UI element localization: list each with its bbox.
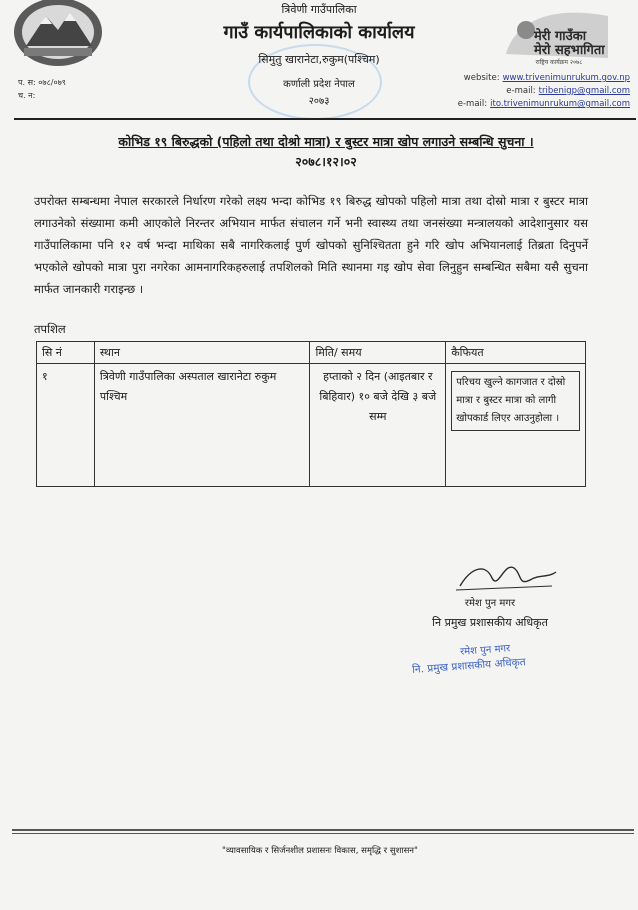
signatory-title: नि प्रमुख प्रशासकीय अधिकृत: [432, 616, 548, 629]
notice-date: २०७८।१२।०२: [295, 154, 357, 169]
signatory-name: रमेश पुन मगर: [464, 598, 516, 609]
website-link[interactable]: www.trivenimunrukum.gov.np: [502, 73, 630, 83]
footer-divider-thin: [12, 833, 634, 834]
reference-numbers: [18, 76, 66, 102]
notice-body: उपरोक्त सम्बन्धमा नेपाल सरकारले निर्धारण गरेको लक्ष्य भन्दा कोभिड १९ बिरुद्ध खोपको पहिलो मात्रा तथा दोस्रो मात्रा र बुस्टर मात्रा लगाउनेको संख्यामा कमी आएकोले निरन्तर अभियान मार्फत संचालन गर्ने भनी स्वास्थ्य तथा जनसंख्या मन्त्रालयको आदेशानुसार यस गाउँपालिकामा पनि १२ वर्ष भन्दा माथिका सबै नागरिकलाई पुर्ण खोपको सुनिश्चितता हुने गरि खोप अभियानलाई तिब्रता दिनुपर्ने भएकोले खोपको मात्रा पुरा नगरेका आमनागरिकहरुलाई तपशिलको मिति स्थानमा गइ खोप सेवा लिनुहुन सम्बन्धित सबैमा यसै सुचना मार्फत जानकारी गराइन्छ ।: [34, 194, 588, 296]
logo-caption: राष्ट्रिय कार्यक्रम २०७८: [535, 59, 583, 66]
email-link-2[interactable]: ito.trivenimunrukum@gmail.com: [490, 99, 630, 109]
tapsil-label: तपशिल: [34, 322, 66, 336]
table-header-row: [37, 342, 586, 364]
footer-divider: [12, 829, 634, 831]
contact-website: [380, 72, 630, 85]
contact-label: e-mail:: [506, 86, 536, 96]
contact-email-1: [380, 85, 630, 98]
ref-chalani-number: च. न:: [18, 91, 36, 100]
establishment-year: २०७३: [308, 96, 330, 107]
contact-email-2: [380, 98, 630, 111]
contact-label: website:: [463, 73, 500, 83]
footer-motto: "व्यावसायिक र सिर्जनशील प्रशासनः विकास, समृद्धि र सुशासन": [222, 846, 418, 856]
stamp-signatory-name: रमेश पुन मगर: [459, 643, 511, 658]
logo-line-2: मेरो सहभागिता: [534, 43, 605, 58]
stamp-signatory-title: नि. प्रमुख प्रशासकीय अधिकृत: [411, 656, 527, 676]
cell-place: त्रिवेणी गाउँपालिका अस्पताल खारानेटा रुकुम पश्चिम: [94, 364, 310, 487]
signature-mark-icon: [452, 556, 562, 598]
header-sn: सि नं: [37, 342, 95, 364]
municipality-emblem-icon: [6, 0, 110, 70]
logo-line-1: मेरी गाउँका: [534, 29, 587, 44]
office-address: सिमुतु खारानेटा,रुकुम(पश्चिम): [258, 53, 380, 66]
province-name: कर्णाली प्रदेश नेपाल: [283, 79, 355, 90]
remark-note: परिचय खुल्ने कागजात र दोस्रो मात्रा र बुस्टर मात्रा को लागी खोपकार्ड लिएर आउनुहोला ।: [451, 371, 580, 431]
header-divider: [14, 118, 636, 120]
municipality-name: त्रिवेणी गाउँपालिका: [281, 3, 357, 16]
cell-sn: १: [37, 364, 95, 487]
office-name: गाउँ कार्यपालिकाको कार्यालय: [223, 22, 415, 43]
header-remark: कैफियत: [446, 342, 586, 364]
cell-time: हप्ताको २ दिन (आइतबार र बिहिवार) १० बजे देखि ३ बजे सम्म: [310, 364, 446, 487]
contact-label: e-mail:: [457, 99, 488, 109]
campaign-logo: [496, 4, 616, 70]
cell-remark: [446, 364, 586, 487]
header-place: स्थान: [94, 342, 310, 364]
table-row: [37, 364, 586, 487]
notice-subject: कोभिड १९ बिरुद्धको (पहिलो तथा दोश्रो मात्रा) र बुस्टर मात्रा खोप लगाउने सम्बन्धि सुचना ।: [118, 134, 534, 149]
schedule-table: [36, 341, 586, 487]
header-time: मिति/ समय: [310, 342, 446, 364]
contact-block: [380, 72, 630, 111]
ref-patra-sankhya: प. स: ०७८/०७९: [18, 78, 66, 87]
email-link-1[interactable]: tribenigp@gmail.com: [538, 86, 630, 96]
